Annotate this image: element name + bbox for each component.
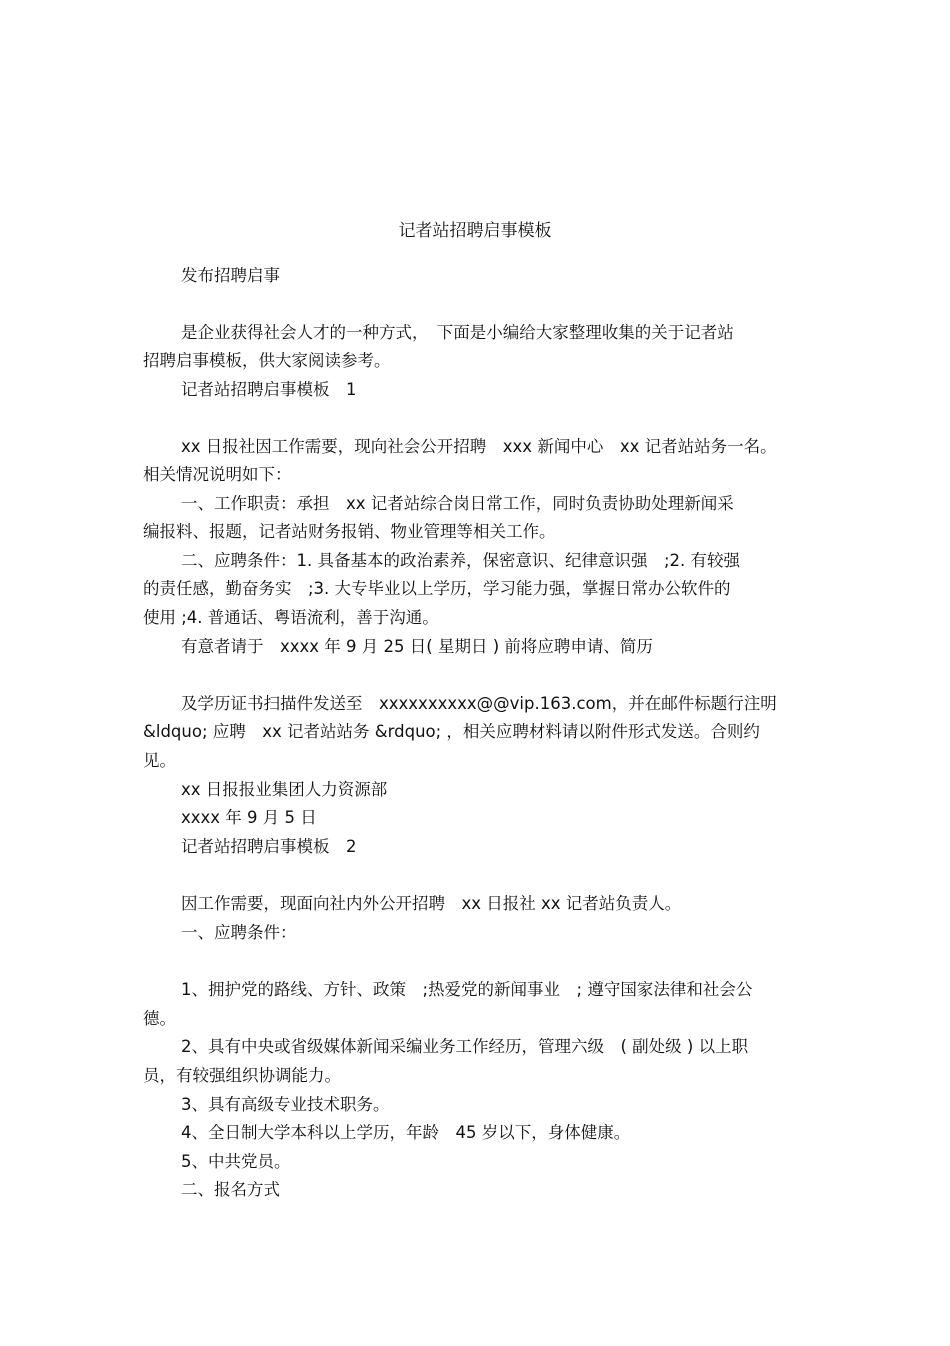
paragraph-line: 使用 ;4. 普通话、粤语流利，善于沟通。 — [143, 608, 439, 627]
signature-org: xx 日报报业集团人力资源部 — [181, 780, 388, 799]
section-heading: 二、报名方式 — [181, 1180, 280, 1199]
list-item-cont: 德。 — [143, 1009, 176, 1028]
paragraph-line: 有意者请于 xxxx 年 9 月 25 日( 星期日 ) 前将应聘申请、简历 — [181, 637, 653, 656]
signature-date: xxxx 年 9 月 5 日 — [181, 808, 317, 827]
list-item: 2、具有中央或省级媒体新闻采编业务工作经历，管理六级 ( 副处级 ) 以上职 — [181, 1037, 749, 1056]
list-item: 4、全日制大学本科以上学历，年龄 45 岁以下，身体健康。 — [181, 1123, 631, 1142]
template-heading-2: 记者站招聘启事模板 2 — [181, 837, 357, 856]
section-heading: 一、应聘条件： — [181, 923, 297, 942]
paragraph-line: 因工作需要，现面向社内外公开招聘 xx 日报社 xx 记者站负责人。 — [181, 894, 682, 913]
paragraph-line: xx 日报社因工作需要，现向社会公开招聘 xxx 新闻中心 xx 记者站站务一名。 — [181, 437, 777, 456]
list-item: 5、中共党员。 — [181, 1152, 291, 1171]
list-item: 3、具有高级专业技术职务。 — [181, 1095, 390, 1114]
paragraph-line: 及学历证书扫描件发送至 xxxxxxxxxx@@vip.163.com，并在邮件标题行注明 — [181, 694, 777, 713]
list-item-cont: 员，有较强组织协调能力。 — [143, 1066, 341, 1085]
paragraph-line: 相关情况说明如下： — [143, 465, 292, 484]
paragraph-line: &ldquo; 应聘 xx 记者站站务 &rdquo; ，相关应聘材料请以附件形式发送。合则约 — [143, 722, 760, 741]
paragraph-line: 见。 — [143, 751, 176, 770]
paragraph-line: 是企业获得社会人才的一种方式， 下面是小编给大家整理收集的关于记者站 — [181, 323, 734, 342]
paragraph-line: 二、应聘条件：1. 具备基本的政治素养，保密意识、纪律意识强 ;2. 有较强 — [181, 551, 741, 570]
section-heading: 发布招聘启事 — [181, 266, 280, 285]
template-heading-1: 记者站招聘启事模板 1 — [181, 380, 357, 399]
paragraph-line: 编报料、报题，记者站财务报销、物业管理等相关工作。 — [143, 522, 556, 541]
document-title: 记者站招聘启事模板 — [398, 221, 552, 241]
paragraph-line: 招聘启事模板，供大家阅读参考。 — [143, 351, 391, 370]
paragraph-line: 的责任感，勤奋务实 ;3. 大专毕业以上学历，学习能力强，掌握日常办公软件的 — [143, 579, 731, 598]
paragraph-line: 一、工作职责：承担 xx 记者站综合岗日常工作，同时负责协助处理新闻采 — [181, 494, 734, 513]
list-item: 1、拥护党的路线、方针、政策 ;热爱党的新闻事业 ; 遵守国家法律和社会公 — [181, 980, 753, 999]
